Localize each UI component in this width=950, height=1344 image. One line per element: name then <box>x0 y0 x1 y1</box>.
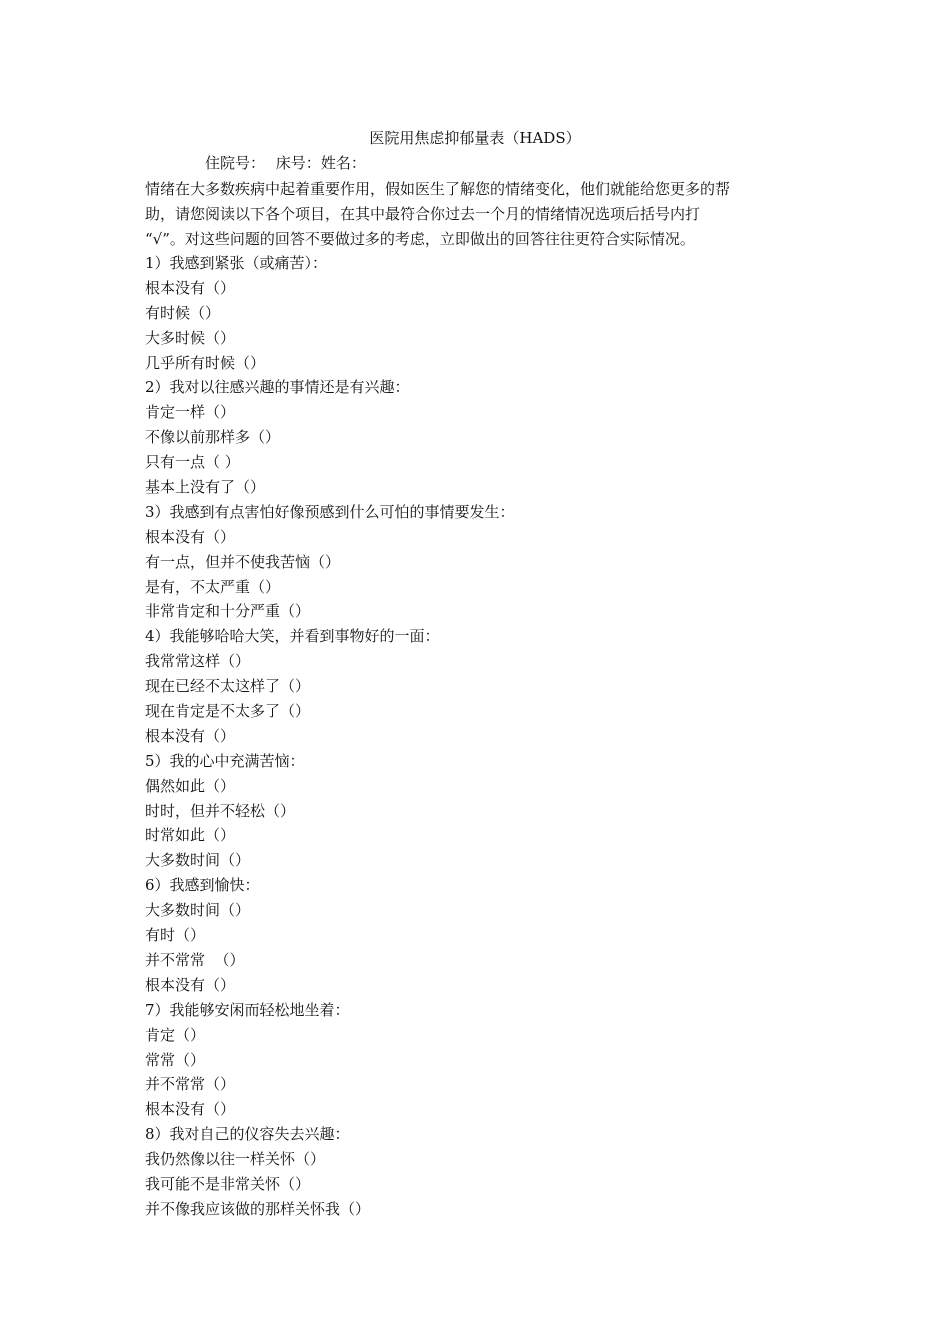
question-7-text: 7）我能够安闲而轻松地坐着： <box>145 1000 350 1019</box>
question-1-option[interactable]: 几乎所有时候（） <box>145 353 266 372</box>
question-1-text: 1）我感到紧张（或痛苦）： <box>145 254 328 272</box>
question-5-option[interactable]: 时常如此（） <box>145 826 236 845</box>
bed-number-label: 床号： <box>275 154 321 172</box>
question-4-text: 4）我能够哈哈大笑，并看到事物好的一面： <box>145 627 440 646</box>
intro-paragraph <box>145 177 825 252</box>
question-6-option[interactable]: 有时（） <box>145 926 206 945</box>
question-5-option[interactable]: 大多数时间（） <box>145 851 251 870</box>
question-3-option[interactable]: 有一点，但并不使我苦恼（） <box>145 552 341 571</box>
question-8-text: 8）我对自己的仪容失去兴趣： <box>145 1125 350 1144</box>
question-8-option[interactable]: 并不像我应该做的那样关怀我（） <box>145 1199 371 1218</box>
question-list <box>145 251 825 1222</box>
document-title: 医院用焦虑抑郁量表（HADS） <box>369 129 581 147</box>
question-1-option[interactable]: 大多时候（） <box>145 328 236 347</box>
question-6-option[interactable]: 并不常常 （） <box>145 950 245 969</box>
question-4-option[interactable]: 现在肯定是不太多了（） <box>145 702 311 721</box>
question-2-option[interactable]: 肯定一样（） <box>145 403 236 422</box>
question-6-text: 6）我感到愉快： <box>145 876 260 895</box>
question-6-option[interactable]: 根本没有（） <box>145 975 236 994</box>
question-8-option[interactable]: 我仍然像以往一样关怀（） <box>145 1150 326 1169</box>
question-3-option[interactable]: 是有，不太严重（） <box>145 577 281 596</box>
question-3-option[interactable]: 非常肯定和十分严重（） <box>145 602 311 621</box>
question-5-option[interactable]: 时时，但并不轻松（） <box>145 801 296 820</box>
question-7-option[interactable]: 肯定（） <box>145 1025 206 1044</box>
name-label: 姓名： <box>320 154 366 172</box>
question-4-option[interactable]: 现在已经不太这样了（） <box>145 677 311 696</box>
question-8-option[interactable]: 我可能不是非常关怀（） <box>145 1174 311 1193</box>
question-3-option[interactable]: 根本没有（） <box>145 527 236 546</box>
question-1-option[interactable]: 根本没有（） <box>145 278 236 297</box>
question-6-option[interactable]: 大多数时间（） <box>145 901 251 920</box>
question-7-option[interactable]: 根本没有（） <box>145 1100 236 1119</box>
question-4-option[interactable]: 根本没有（） <box>145 726 236 745</box>
question-1-option[interactable]: 有时候（） <box>145 303 221 322</box>
question-3-text: 3）我感到有点害怕好像预感到什么可怕的事情要发生： <box>145 502 515 521</box>
question-2-option[interactable]: 只有一点（ ） <box>145 453 240 472</box>
hospital-number-label: 住院号： <box>205 154 266 172</box>
question-7-option[interactable]: 并不常常（） <box>145 1075 236 1094</box>
question-5-option[interactable]: 偶然如此（） <box>145 776 236 795</box>
question-2-text: 2）我对以往感兴趣的事情还是有兴趣： <box>145 378 410 397</box>
intro-line: 情绪在大多数疾病中起着重要作用，假如医生了解您的情绪变化，他们就能给您更多的帮 <box>145 180 731 198</box>
question-5-text: 5）我的心中充满苦恼： <box>145 751 305 770</box>
question-2-option[interactable]: 不像以前那样多（） <box>145 428 281 447</box>
intro-line: “√”。对这些问题的回答不要做过多的考虑，立即做出的回答往往更符合实际情况。 <box>145 230 695 248</box>
question-2-option[interactable]: 基本上没有了（） <box>145 478 266 497</box>
patient-info-line <box>205 151 372 175</box>
intro-line: 助，请您阅读以下各个项目，在其中最符合你过去一个月的情绪情况选项后括号内打 <box>145 205 701 223</box>
question-7-option[interactable]: 常常（） <box>145 1050 206 1069</box>
question-4-option[interactable]: 我常常这样（） <box>145 652 251 671</box>
